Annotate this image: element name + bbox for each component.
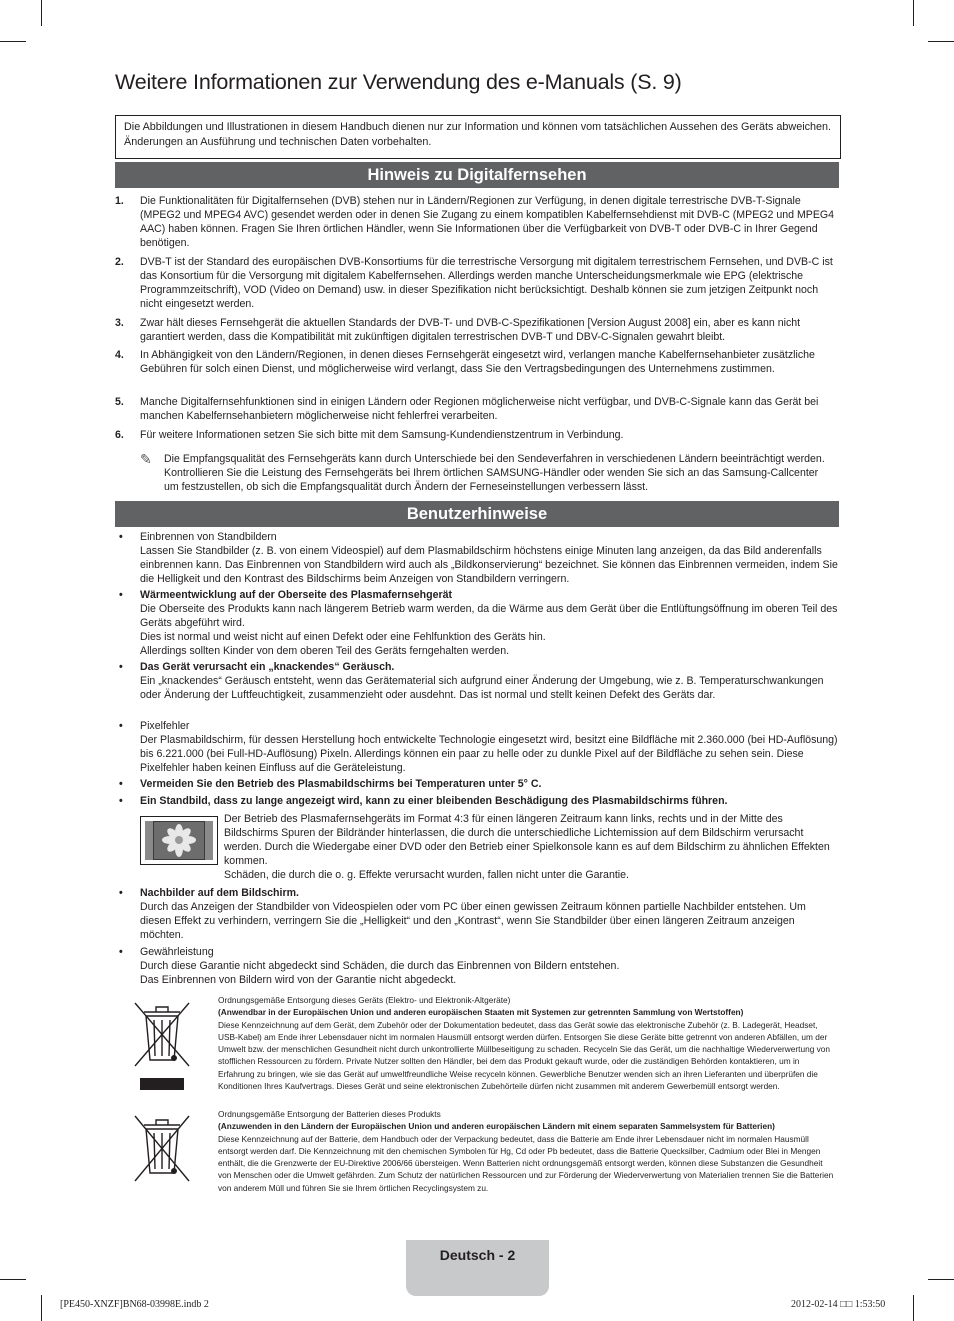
list-item — [115, 588, 839, 658]
item-text: Allerdings sollten Kinder von dem oberen Teil des Geräts ferngehalten werden. — [140, 645, 510, 657]
item-text: Das Einbrennen von Bildern wird von der Garantie nicht abgedeckt. — [140, 974, 457, 986]
plasma-screen-image — [140, 816, 218, 865]
item-number: 4. — [115, 349, 124, 361]
weee-body: Diese Kennzeichnung auf dem Gerät, dem Zubehör oder der Dokumentation bedeutet, dass das Gerät sowie das elektronische Zubehör (z. B. Ladegerät, Headset, USB-Kabel) am Ende ihrer Lebensdauer nicht im normalen Hausmüll entsorgt werden dürfen. Entsorgen Sie diese Geräte bitte getrennt von anderen Abfällen, um der Umwelt bzw. der menschlichen Gesundheit nicht durch unkontrollierte Müllbeseitigung zu schaden. Recyceln Sie das Gerät, um die nachhaltige Wiederverwertung von stofflichen Ressourcen zu fördern. Private Nutzer sollten den Händler, bei dem das Produkt gekauft wurde, oder die zuständigen Behörden kontaktieren, um in Erfahrung zu bringen, wie sie das Gerät auf umweltfreundliche Weise recyceln können. Gewerbliche Benutzer wenden sich an ihren Lieferanten und überprüfen die Konditionen Ihres Kaufvertrags. Dieses Gerät und seine elektronischen Zubehörteile dürfen nicht zusammen mit anderem Gewerbemüll entsorgt werden. — [218, 1019, 830, 1092]
flower-picture — [141, 817, 217, 864]
item-text: Durch diese Garantie nicht abgedeckt sind Schäden, die durch das Einbrennen von Bildern entstehen. — [140, 960, 620, 972]
weee-title: Ordnungsgemäße Entsorgung dieses Geräts (Elektro- und Elektronik-Altgeräte) — [218, 995, 511, 1005]
item-heading: Nachbilder auf dem Bildschirm. — [140, 887, 299, 899]
reception-note — [140, 452, 830, 494]
item-text: In Abhängigkeit von den Ländern/Regionen, in denen dieses Fernsehgerät eingesetzt wird, verlangen manche Kabelfernsehanbieter zusätzliche Gebühren für solch einen Dienst, und möglicherweise wird verlangt, dass Sie den Vertragsbedingungen des Unternehmens zustimmen. — [140, 349, 815, 375]
list-item — [115, 886, 839, 942]
list-item — [115, 316, 839, 344]
item-text: Die Oberseite des Produkts kann nach längerem Betrieb warm werden, da die Wärme aus dem Gerät über die Entlüftungsöffnung im oberen Teil des Geräts abgeführt wird. — [140, 603, 838, 629]
section-heading-digital: Hinweis zu Digitalfernsehen — [115, 162, 839, 188]
crop-mark — [913, 1295, 914, 1321]
battery-body: Diese Kennzeichnung auf der Batterie, dem Handbuch oder der Verpackung bedeutet, dass die Batterie am Ende ihrer Lebensdauer nicht im normalen Hausmüll entsorgt werden darf. Die Kennzeichnung mit den chemischen Symbolen für Hg, Cd oder Pb bedeutet, dass die Batterie Quecksilber, Cadmium oder Blei in Mengen enthält, die die Grenzwerte der EU-Direktive 2006/66 übersteigen. Wenn Batterien nicht ordnungsgemäß entsorgt werden, können diese Substanzen die Gesundheit von Menschen oder die Umwelt gefährden. Zum Schutz der natürlichen Ressourcen und zur Förderung der Wiederverwertung von Materialien trennen Sie die Batterien von anderem Müll und führen Sie sie Ihrem örtlichen Recyclingsystem zu. — [218, 1133, 834, 1193]
bullet: • — [119, 887, 123, 899]
item-heading: Einbrennen von Standbildern — [140, 531, 277, 543]
crop-mark — [0, 1279, 26, 1280]
bullet: • — [119, 589, 123, 601]
item-number: 6. — [115, 429, 124, 441]
crop-mark — [0, 41, 26, 42]
item-number: 1. — [115, 195, 124, 207]
list-item — [115, 719, 839, 775]
list-item — [115, 794, 839, 808]
section-heading-user: Benutzerhinweise — [115, 501, 839, 527]
crop-mark — [913, 0, 914, 26]
pen-note-icon: ✎ — [140, 451, 152, 467]
item-heading: Gewährleistung — [140, 946, 214, 958]
list-item — [115, 530, 839, 586]
item-text: Dies ist normal und weist nicht auf einen Defekt oder eine Fehlfunktion des Geräts hin. — [140, 631, 546, 643]
item-heading: Ein Standbild, dass zu lange angezeigt wird, kann zu einer bleibenden Beschädigung des Plasmabildschirms führen. — [140, 795, 728, 807]
item-number: 5. — [115, 396, 124, 408]
item-text: Für weitere Informationen setzen Sie sich bitte mit dem Samsung-Kundendienstzentrum in Verbindung. — [140, 429, 624, 441]
bullet: • — [119, 946, 123, 958]
page-label: Deutsch - 2 — [439, 1247, 516, 1263]
crop-mark — [928, 1279, 954, 1280]
item-number: 3. — [115, 317, 124, 329]
item-text: Ein „knackendes“ Geräusch entsteht, wenn das Gerätematerial sich aufgrund einer Änderung der Umgebung, wie z. B. Temperaturschwankungen oder Änderung der Luftfeuchtigkeit, zusammenzieht oder ausdehnt. Das ist normal und stellt keinen Defekt des Geräts dar. — [140, 675, 824, 701]
list-item — [115, 777, 839, 791]
image-explanation — [224, 812, 834, 882]
crop-mark — [41, 0, 42, 26]
page-number-tab — [406, 1240, 549, 1296]
weee-disposal-text — [218, 994, 836, 1092]
item-text: Der Plasmabildschirm, für dessen Herstellung hoch entwickelte Technologie eingesetzt wird, besitzt eine Bildfläche mit 2.360.000 (bei HD-Auflösung) bis 6.221.000 (bei Full-HD-Auflösung) Pixeln. Allerdings können ein paar zu helle oder zu dunkle Pixel auf der Bildfläche zu sehen sein. Diese Pixelfehler haben keinen Einfluss auf die Geräteleistung. — [140, 734, 838, 774]
image-text: Schäden, die durch die o. g. Effekte verursacht wurden, fallen nicht unter die Garantie. — [224, 869, 629, 881]
item-heading: Das Gerät verursacht ein „knackendes“ Geräusch. — [140, 661, 395, 673]
item-heading: Pixelfehler — [140, 720, 190, 732]
crop-mark — [928, 41, 954, 42]
page-title: Weitere Informationen zur Verwendung des e-Manuals (S. 9) — [115, 70, 682, 94]
bullet: • — [119, 795, 123, 807]
battery-crossed-bin-icon — [132, 1113, 192, 1193]
battery-subtitle: (Anzuwenden in den Ländern der Europäischen Union und anderen europäischen Ländern mit einem separaten Sammelsystem für Batterien) — [218, 1121, 775, 1132]
image-text: Der Betrieb des Plasmafernsehgeräts im Format 4:3 für einen längeren Zeitraum kann links, rechts und in der Mitte des Bildschirms Spuren der Bildränder hinterlassen, die durch die unterschiedliche Lichtemission auf dem Bildschirm verursacht werden. Durch die Wiedergabe einer DVD oder den Betrieb einer Spielkonsole kann es auf dem Bildschirm zu ähnlichen Effekten kommen. — [224, 813, 830, 867]
list-item — [115, 660, 839, 702]
item-heading: Wärmeentwicklung auf der Oberseite des Plasmafernsehgerät — [140, 589, 453, 601]
item-text: DVB-T ist der Standard des europäischen DVB-Konsortiums für die terrestrische Versorgung mit digitalem terrestrischem Fernsehen, und DVB-C ist das Konsortium für die Versorgung mit digitalem Kabelfernsehen. Allerdings werden manche Unterscheidungsmerkmale wie EPG (elektrische Programmzeitschrift), VOD (Video on Demand) usw. in dieser Spezifikation nicht berücksichtigt. Deshalb können sie zum jetzigen Zeitpunkt noch nicht eingesetzt werden. — [140, 256, 833, 310]
list-item — [115, 194, 839, 250]
print-slug-left: [PE450-XNZF]BN68-03998E.indb 2 — [60, 1299, 209, 1310]
battery-disposal-text — [218, 1108, 836, 1194]
item-text: Lassen Sie Standbilder (z. B. von einem Videospiel) auf dem Plasmabildschirm höchstens einige Minuten lang anzeigen, da das Bild anderenfalls einbrennen kann. Das Einbrennen von Standbildern wird auch als „Bildkonservierung“ bezeichnet. Sie können das Einbrennen vermeiden, indem Sie die Helligkeit und den Kontrast des Bildschirms beim Anzeigen von Standbildern verringern. — [140, 545, 838, 585]
notice-box: Die Abbildungen und Illustrationen in diesem Handbuch dienen nur zur Information und können vom tatsächlichen Aussehen des Geräts abweichen. Änderungen an Ausführung und technischen Daten vorbehalten. — [115, 115, 841, 159]
item-text: Manche Digitalfernsehfunktionen sind in einigen Ländern oder Regionen möglicherweise nicht verfügbar, und DVB-C-Signale kann das Gerät bei manchen Kabelfernsehanbietern möglicherweise nicht fehlerfrei verarbeiten. — [140, 396, 819, 422]
print-slug-right: 2012-02-14 □□ 1:53:50 — [791, 1299, 886, 1310]
item-number: 2. — [115, 256, 124, 268]
list-item — [115, 945, 839, 987]
list-item — [115, 255, 839, 311]
weee-crossed-bin-icon — [132, 998, 192, 1098]
item-text: Zwar hält dieses Fernsehgerät die aktuellen Standards der DVB-T- und DVB-C-Spezifikationen [Version August 2008] ein, aber es kann nicht garantiert werden, dass die Kompatibilität mit zukünftigen digitalen terrestrischen DVB-T und DBV-C-Signalen gewahrt bleibt. — [140, 317, 801, 343]
list-item — [115, 395, 839, 423]
list-item — [115, 428, 839, 442]
weee-subtitle: (Anwendbar in der Europäischen Union und anderen europäischen Staaten mit Systemen zur getrennten Sammlung von Wertstoffen) — [218, 1007, 744, 1018]
note-text: Die Empfangsqualität des Fernsehgeräts kann durch Unterschiede bei den Sendeverfahren in verschiedenen Ländern beeinträchtigt werden. Kontrollieren Sie die Leistung des Fernsehgeräts bei Ihrem örtlichen SAMSUNG-Händler oder wenden Sie sich an das Samsung-Callcenter um festzustellen, ob sich die Empfangsqualität durch Ändern der Ferneseinstellungen verbessern lässt. — [164, 453, 825, 493]
item-text: Durch das Anzeigen der Standbilder von Videospielen oder vom PC über einen gewissen Zeitraum können partielle Nachbilder entstehen. Um diesen Effekt zu verhindern, verringern Sie die „Helligkeit“ und den „Kontrast“, wenn Sie Standbilder über einen längeren Zeitraum anzeigen möchten. — [140, 901, 806, 941]
item-heading: Vermeiden Sie den Betrieb des Plasmabildschirms bei Temperaturen unter 5° C. — [140, 778, 542, 790]
bullet: • — [119, 778, 123, 790]
list-item — [115, 348, 839, 376]
battery-title: Ordnungsgemäße Entsorgung der Batterien dieses Produkts — [218, 1109, 441, 1119]
bullet: • — [119, 531, 123, 543]
crop-mark — [41, 1295, 42, 1321]
item-text: Die Funktionalitäten für Digitalfernsehen (DVB) stehen nur in Ländern/Regionen zur Verfügung, in denen digitale terrestrische DVB-T-Signale (MPEG2 und MPEG4 AVC) gesendet werden oder in denen Sie Zugang zu einem kompatiblen Kabelfernsehdienst mit DVB-C (MPEG2 und MPEG4 AAC) haben können. Fragen Sie Ihren örtlichen Händler, wenn Sie Informationen über die Verfügbarkeit von DVB-T oder DVB-C in Ihrer Gegend benötigen. — [140, 195, 835, 249]
bullet: • — [119, 661, 123, 673]
bullet: • — [119, 720, 123, 732]
